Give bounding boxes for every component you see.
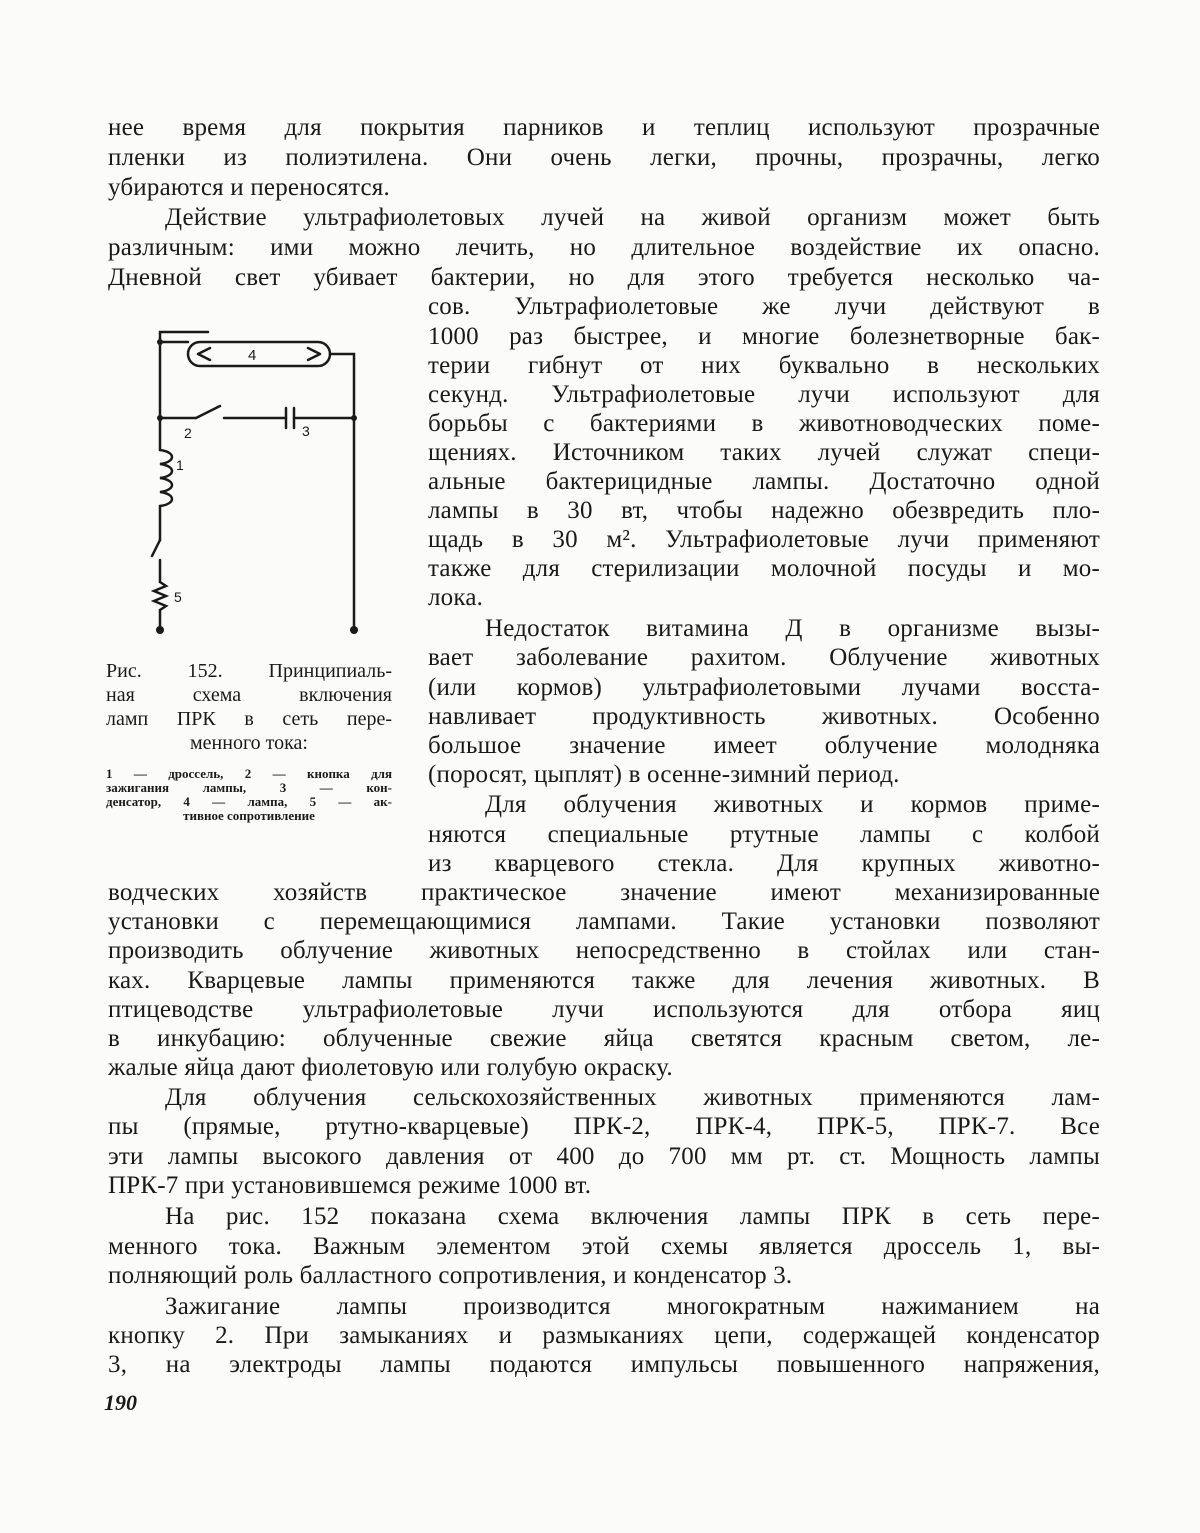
text-line: лока. (428, 584, 484, 611)
text-line: полняющий роль балластного сопротивления, и конденсатор 3. (108, 1262, 793, 1289)
text-line: щадь в 30 м². Ультрафиолетовые лучи применяют (428, 526, 1100, 553)
circuit-figure (140, 320, 380, 650)
terminal-left (156, 626, 164, 634)
figure-legend-line: зажигания лампы, 3 — кон- (106, 780, 392, 795)
label-capacitor: 3 (302, 423, 310, 439)
text-line: Зажигание лампы производится многократным нажиманием на (165, 1293, 1100, 1320)
text-line: секунд. Ультрафиолетовые лучи используют для (428, 381, 1100, 408)
text-line: (поросят, цыплят) в осенне-зимний период. (428, 761, 900, 788)
text-line: терии гибнут от них буквально в нескольких (428, 352, 1100, 379)
text-line: нее время для покрытия парников и теплиц используют прозрачные (108, 114, 1100, 141)
text-line: Недостаток витамина Д в организме вызы- (485, 615, 1100, 642)
lamp-electrode-left (198, 348, 210, 360)
text-line: кнопку 2. При замыканиях и размыканиях цепи, содержащей конденсатор (108, 1322, 1100, 1349)
button-switch (196, 406, 220, 418)
text-line: Действие ультрафиолетовых лучей на живой организм может быть (165, 204, 1100, 231)
text-line: из кварцевого стекла. Для крупных животно- (428, 850, 1100, 877)
label-resistor: 5 (174, 589, 182, 605)
text-line: борьбы с бактериями в животноводческих поме- (428, 410, 1100, 437)
text-line: лампы в 30 вт, чтобы надежно обезвредить пло- (428, 497, 1100, 524)
label-lamp: 4 (248, 347, 257, 364)
text-line: в инкубацию: облученные свежие яйца светятся красным светом, ле- (108, 1025, 1100, 1052)
text-line: пы (прямые, ртутно-кварцевые) ПРК-2, ПРК-4, ПРК-5, ПРК-7. Все (108, 1113, 1100, 1140)
text-line: пленки из полиэтилена. Они очень легки, прочны, прозрачны, легко (108, 144, 1100, 171)
label-button: 2 (184, 425, 192, 441)
text-line: менного тока. Важным элементом этой схемы является дроссель 1, вы- (108, 1233, 1100, 1260)
choke-coil (160, 450, 172, 506)
text-line: 3, на электроды лампы подаются импульсы повышенного напряжения, (108, 1351, 1100, 1378)
text-line: водческих хозяйств практическое значение имеют механизированные (108, 879, 1100, 906)
text-line: установки с перемещающимися лампами. Такие установки позволяют (108, 908, 1100, 935)
figure-legend-line: денсатор, 4 — лампа, 5 — ак- (106, 794, 392, 809)
lamp-electrode-right (308, 348, 320, 360)
junction-dot (351, 415, 357, 421)
text-line: ках. Кварцевые лампы применяются также для лечения животных. В (108, 967, 1100, 994)
text-line: большое значение имеет облучение молодняка (428, 732, 1100, 759)
text-line: няются специальные ртутные лампы с колбой (428, 821, 1100, 848)
wire-right (330, 354, 354, 628)
text-line: щениях. Источником таких лучей служат специ- (428, 439, 1100, 466)
figure-caption-line: ная схема включения (106, 684, 392, 706)
page-number: 190 (104, 1390, 137, 1415)
figure-legend-line: 1 — дроссель, 2 — кнопка для (106, 766, 392, 781)
text-line: альные бактерицидные лампы. Достаточно одной (428, 468, 1100, 495)
text-line: жалые яйца дают фиолетовую или голубую окраску. (108, 1054, 673, 1081)
text-line: Для облучения сельскохозяйственных животных применяются лам- (165, 1084, 1100, 1111)
lamp-tube (188, 342, 330, 366)
text-line: 1000 раз быстрее, и многие болезнетворные бак- (428, 323, 1100, 350)
text-line: (или кормов) ультрафиолетовыми лучами восста- (428, 674, 1100, 701)
text-line: навливает продуктивность животных. Особенно (428, 703, 1100, 730)
text-line: На рис. 152 показана схема включения лампы ПРК в сеть пере- (165, 1203, 1100, 1230)
figure-caption-line: Рис. 152. Принципиаль- (106, 660, 392, 682)
terminal-right (350, 626, 358, 634)
wire (160, 332, 208, 342)
junction-dot (157, 339, 163, 345)
text-line: различным: ими можно лечить, но длительное воздействие их опасно. (108, 234, 1100, 261)
junction-dot (157, 415, 163, 421)
figure-legend-line: тивное сопротивление (183, 808, 315, 823)
text-line: убираются и переносятся. (108, 174, 390, 201)
figure-caption-line: ламп ПРК в сеть пере- (106, 708, 392, 730)
label-choke: 1 (176, 457, 184, 473)
text-line: производить облучение животных непосредственно в стойлах или стан- (108, 937, 1100, 964)
resistor (154, 582, 166, 610)
text-line: птицеводстве ультрафиолетовые лучи используются для отбора яиц (108, 996, 1100, 1023)
text-line: Дневной свет убивает бактерии, но для этого требуется несколько ча- (108, 264, 1100, 291)
text-line: Для облучения животных и кормов приме- (485, 791, 1100, 818)
text-line: эти лампы высокого давления от 400 до 700 мм рт. ст. Мощность лампы (108, 1143, 1100, 1170)
figure-caption-line: менного тока: (190, 732, 308, 754)
switch (152, 540, 160, 556)
circuit-diagram (140, 320, 380, 645)
text-line: вает заболевание рахитом. Облучение животных (428, 644, 1100, 671)
text-line: ПРК-7 при установившемся режиме 1000 вт. (108, 1172, 592, 1199)
text-line: сов. Ультрафиолетовые же лучи действуют в (428, 293, 1100, 320)
text-line: также для стерилизации молочной посуды и мо- (428, 555, 1100, 582)
